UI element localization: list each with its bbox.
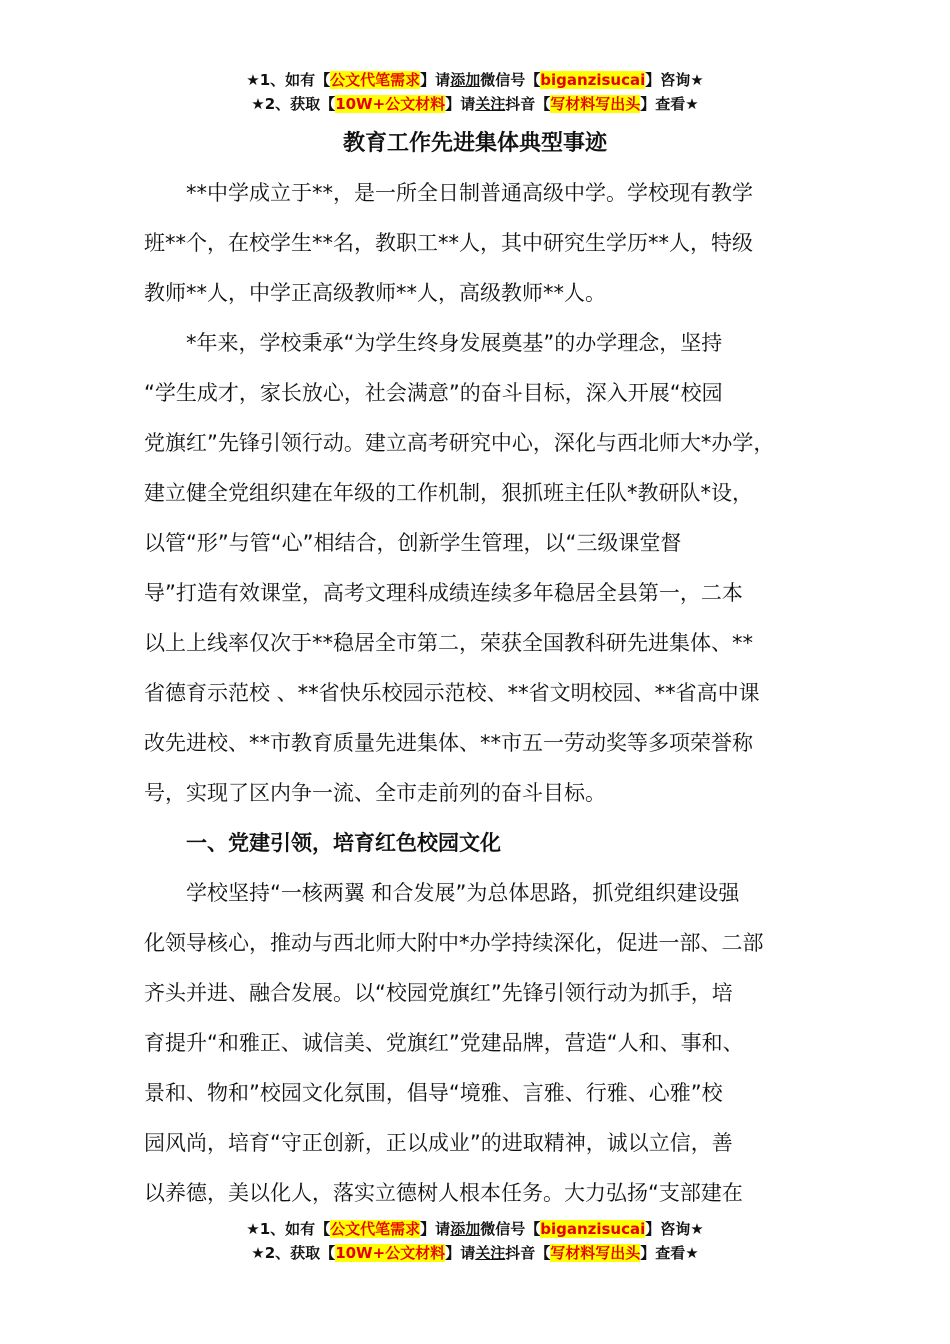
- banner-highlight: biganzisucai: [540, 1220, 646, 1238]
- body-line: 建立健全党组织建在年级的工作机制，狠抓班主任队*教研队*设，: [144, 481, 753, 505]
- body-line: “学生成才，家长放心，社会满意”的奋斗目标，深入开展“校园: [144, 381, 723, 405]
- banner-text: 】咨询★: [645, 1220, 704, 1238]
- bottom-banner: [0, 1217, 950, 1265]
- banner-text: ★2、获取【: [251, 1244, 336, 1262]
- body-line: 以上上线率仅次于**稳居全市第二，荣获全国教科研先进集体、**: [144, 631, 753, 655]
- body-line: 齐头并进、融合发展。以“校园党旗红”先锋引领行动为抓手，培: [144, 981, 733, 1005]
- banner-highlight: 10W+公文材料: [335, 95, 446, 113]
- banner-text: 】请: [420, 1220, 451, 1238]
- body-line: 园风尚，培育“守正创新，正以成业”的进取精神，诚以立信，善: [144, 1131, 733, 1155]
- banner-highlight: 10W+公文材料: [335, 1244, 446, 1262]
- banner-text: 】查看★: [640, 1244, 699, 1262]
- banner-highlight: 公文代笔需求: [330, 71, 421, 89]
- banner-highlight: biganzisucai: [540, 71, 646, 89]
- banner-text: 】咨询★: [645, 71, 704, 89]
- banner-text: 】请: [445, 95, 476, 113]
- banner-text: 】查看★: [640, 95, 699, 113]
- body-line: 导”打造有效课堂，高考文理科成绩连续多年稳居全县第一，二本: [144, 581, 743, 605]
- banner-line-2: [0, 92, 950, 116]
- banner-text: 】请: [420, 71, 451, 89]
- banner-line-2: [0, 1241, 950, 1265]
- banner-underlined: 关注: [475, 95, 506, 113]
- body-line: 省德育示范校 、**省快乐校园示范校、**省文明校园、**省高中课: [144, 681, 760, 705]
- body-line: 育提升“和雅正、诚信美、党旗红”党建品牌，营造“人和、事和、: [144, 1031, 744, 1055]
- banner-highlight: 写材料写出头: [550, 1244, 641, 1262]
- body-line: 景和、物和”校园文化氛围，倡导“境雅、言雅、行雅、心雅”校: [144, 1081, 723, 1105]
- banner-text: ★1、如有【: [246, 71, 331, 89]
- document-body: [144, 168, 824, 1218]
- section-heading: 一、党建引领，培育红色校园文化: [144, 831, 501, 855]
- body-line: 党旗红”先锋引领行动。建立高考研究中心，深化与西北师大*办学，: [144, 431, 775, 455]
- top-banner: [0, 68, 950, 116]
- body-line: 以养德，美以化人，落实立德树人根本任务。大力弘扬“支部建在: [144, 1181, 743, 1205]
- body-line: 以管“形”与管“心”相结合，创新学生管理，以“三级课堂督: [144, 531, 682, 555]
- body-line: *年来，学校秉承“为学生终身发展奠基”的办学理念，坚持: [144, 331, 723, 355]
- body-line: 号，实现了区内争一流、全市走前列的奋斗目标。: [144, 781, 606, 805]
- body-line: 班**个，在校学生**名，教职工**人，其中研究生学历**人，特级: [144, 231, 753, 255]
- body-line: 化领导核心，推动与西北师大附中*办学持续深化，促进一部、二部: [144, 931, 764, 955]
- banner-text: 抖音【: [505, 1244, 551, 1262]
- banner-text: ★1、如有【: [246, 1220, 331, 1238]
- banner-underlined: 添加: [450, 1220, 481, 1238]
- banner-line-1: [0, 68, 950, 92]
- banner-highlight: 公文代笔需求: [330, 1220, 421, 1238]
- body-line: **中学成立于**，是一所全日制普通高级中学。学校现有教学: [144, 181, 753, 205]
- banner-underlined: 添加: [450, 71, 481, 89]
- body-line: 改先进校、**市教育质量先进集体、**市五一劳动奖等多项荣誉称: [144, 731, 753, 755]
- body-line: 教师**人，中学正高级教师**人，高级教师**人。: [144, 281, 606, 305]
- banner-text: 抖音【: [505, 95, 551, 113]
- banner-underlined: 关注: [475, 1244, 506, 1262]
- banner-text: ★2、获取【: [251, 95, 336, 113]
- banner-text: 微信号【: [480, 71, 541, 89]
- document-title: 教育工作先进集体典型事迹: [342, 131, 607, 156]
- banner-text: 微信号【: [480, 1220, 541, 1238]
- banner-highlight: 写材料写出头: [550, 95, 641, 113]
- banner-line-1: [0, 1217, 950, 1241]
- body-line: 学校坚持“一核两翼 和合发展”为总体思路，抓党组织建设强: [144, 881, 740, 905]
- banner-text: 】请: [445, 1244, 476, 1262]
